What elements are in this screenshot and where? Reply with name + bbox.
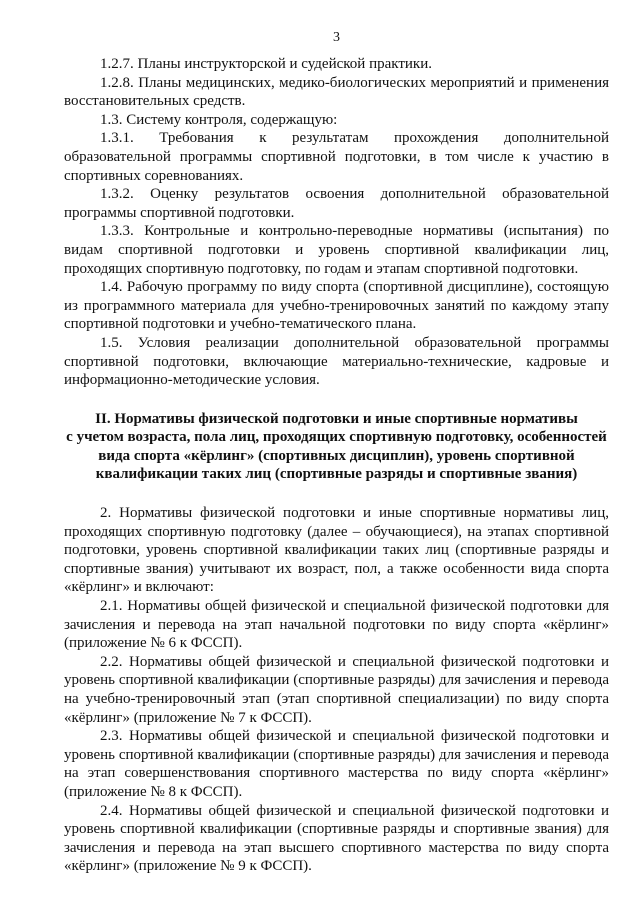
paragraph-1-3-1: 1.3.1. Требования к результатам прохождения дополнительной образовательной программы спортивной подготовки, в том числе к участию в спортивных соревнованиях. — [64, 130, 609, 184]
section-heading-line-1: II. Нормативы физической подготовки и иные спортивные нормативы — [95, 410, 578, 427]
paragraph-1-3-3: 1.3.3. Контрольные и контрольно-переводные нормативы (испытания) по видам спортивной подготовки и уровень спортивной квалификации лиц, проходящих спортивную подготовку, по годам и этапам спортивной подготовки. — [64, 223, 609, 277]
paragraph-1-2-7: 1.2.7. Планы инструкторской и судейской практики. — [100, 56, 432, 72]
section-heading — [64, 410, 609, 484]
paragraph-2: 2. Нормативы физической подготовки и иные спортивные нормативы лиц, проходящих спортивную подготовку (далее – обучающиеся), на этапах спортивной подготовки, уровень спортивной квалификации таких лиц (спортивные разряды и спортивные звания) учитывают их возраст, пол, а также особенности вида спорта «кёрлинг» и включают: — [64, 505, 609, 596]
paragraph-1-4: 1.4. Рабочую программу по виду спорта (спортивной дисциплине), состоящую из программного материала для учебно-тренировочных занятий по каждому этапу спортивной подготовки и учебно-тематического плана. — [64, 279, 609, 333]
paragraph-2-1: 2.1. Нормативы общей физической и специальной физической подготовки для зачисления и перевода на этап начальной подготовки по виду спорта «кёрлинг» (приложение № 6 к ФССП). — [64, 598, 609, 652]
document-page — [64, 30, 609, 876]
paragraph-1-5: 1.5. Условия реализации дополнительной образовательной программы спортивной подготовки, включающие материально-технические, кадровые и информационно-методические условия. — [64, 334, 609, 389]
paragraph-1-2-8: 1.2.8. Планы медицинских, медико-биологических мероприятий и применения восстановительных средств. — [64, 74, 609, 110]
section-heading-line-4: квалификации таких лиц (спортивные разряды и спортивные звания) — [95, 466, 578, 483]
paragraph-1-3-2: 1.3.2. Оценку результатов освоения дополнительной образовательной программы спортивной подготовки. — [64, 186, 609, 221]
paragraph-1-3: 1.3. Систему контроля, содержащую: — [100, 111, 338, 128]
paragraph-2-4: 2.4. Нормативы общей физической и специальной физической подготовки и уровень спортивной квалификации (спортивные разряды и спортивные звания) для зачисления и перевода на этап высшего спортивного мастерства по виду спорта «кёрлинг» (приложение № 9 к ФССП). — [64, 802, 609, 875]
section-heading-line-3: вида спорта «кёрлинг» (спортивных дисциплин), уровень спортивной — [98, 447, 575, 464]
section-heading-line-2: с учетом возраста, пола лиц, проходящих спортивную подготовку, особенностей — [66, 429, 607, 446]
paragraph-2-2: 2.2. Нормативы общей физической и специальной физической подготовки и уровень спортивной квалификации (спортивные разряды) для зачисления и перевода на учебно-тренировочный этап (этап спортивной специализации) по виду спорта «кёрлинг» (приложение № 7 к ФССП). — [64, 653, 609, 726]
paragraph-2-3: 2.3. Нормативы общей физической и специальной физической подготовки и уровень спортивной квалификации (спортивные разряды) для зачисления и перевода на этап совершенствования спортивного мастерства по виду спорта «кёрлинг» (приложение № 8 к ФССП). — [64, 728, 609, 800]
page-number: 3 — [333, 30, 340, 45]
